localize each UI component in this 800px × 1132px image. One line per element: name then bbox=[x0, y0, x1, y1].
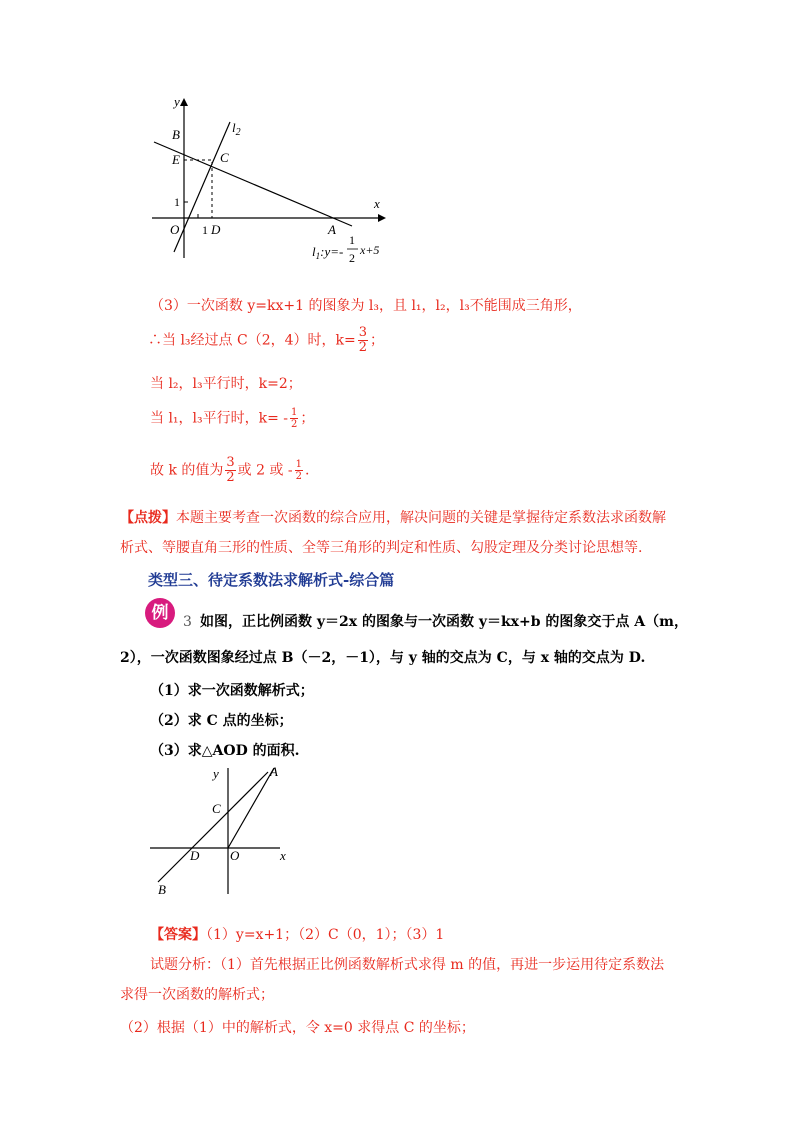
part3-line3: 当 l₂，l₃平行时，k=2； bbox=[150, 376, 302, 392]
label-E: E bbox=[172, 152, 180, 167]
example-number: 3 bbox=[183, 614, 192, 630]
line-OA bbox=[228, 768, 274, 848]
example-q3: （3）求△AOD 的面积. bbox=[150, 743, 300, 759]
line-BA bbox=[158, 772, 268, 882]
example-q2: （2）求 C 点的坐标； bbox=[150, 713, 293, 729]
part3-line2: ∴当 l₃经过点 C（2，4）时，k= $\frac{3}{2}$ ； bbox=[148, 325, 385, 355]
figure-2 bbox=[140, 760, 300, 900]
part3-line1: （3）一次函数 y=kx+1 的图象为 l₃，且 l₁，l₂，l₃不能围成三角形， bbox=[150, 298, 582, 314]
label-O: O bbox=[230, 848, 240, 863]
example-badge-icon: 例 bbox=[145, 598, 175, 628]
analysis-line1: 试题分析：（1）首先根据正比例函数解析式求得 m 的值，再进一步运用待定系数法 bbox=[150, 957, 665, 973]
label-l1-frac-num: 1 bbox=[349, 233, 355, 247]
figure-1 bbox=[140, 92, 400, 270]
label-D: D bbox=[211, 222, 221, 237]
label-l1-equation: $l_1:y=-$ bbox=[312, 244, 344, 261]
label-l1-tail: x+5 bbox=[360, 243, 380, 257]
label-C: C bbox=[212, 801, 221, 816]
part3-line5: 故 k 的值为 $\frac{3}{2}$ 或 2 或 - $\frac{1}{2}$ . bbox=[150, 455, 310, 485]
label-D: D bbox=[190, 848, 200, 863]
label-x: x bbox=[280, 848, 286, 863]
example-line1: 如图，正比例函数 y＝2x 的图象与一次函数 y＝kx+b 的图象交于点 A（m， bbox=[200, 614, 688, 630]
tip-line1: 【点拨】本题主要考查一次函数的综合应用，解决问题的关键是掌握待定系数法求函数解 bbox=[120, 510, 666, 526]
example-q1: （1）求一次函数解析式； bbox=[150, 683, 314, 699]
label-1y: 1 bbox=[174, 195, 180, 209]
label-y: y bbox=[174, 94, 180, 109]
x-axis-arrow bbox=[378, 214, 386, 222]
label-l1-frac-den: 2 bbox=[349, 251, 355, 265]
section-title: 类型三、待定系数法求解析式-综合篇 bbox=[148, 571, 395, 589]
label-y: y bbox=[213, 766, 219, 781]
label-A: A bbox=[328, 222, 336, 237]
label-B: B bbox=[172, 127, 180, 142]
example-line2: 2），一次函数图象经过点 B（－2，－1），与 y 轴的交点为 C，与 x 轴的交点为 D. bbox=[120, 650, 646, 666]
label-1x: 1 bbox=[202, 223, 208, 237]
y-axis-arrow bbox=[180, 98, 188, 106]
label-C: C bbox=[220, 150, 229, 165]
analysis-line2: 求得一次函数的解析式； bbox=[120, 987, 274, 1003]
label-A: A bbox=[270, 764, 278, 779]
analysis-line3: （2）根据（1）中的解析式，令 x=0 求得点 C 的坐标； bbox=[120, 1020, 475, 1036]
label-l2: $l_2$ bbox=[232, 120, 241, 138]
answer-label: 【答案】 bbox=[150, 927, 206, 943]
tip-line2: 析式、等腰直角三形的性质、全等三角形的判定和性质、勾股定理及分类讨论思想等. bbox=[120, 540, 643, 556]
part3-line4: 当 l₁，l₃平行时，k= - $\frac{1}{2}$ ； bbox=[150, 407, 315, 430]
answer-line: 【答案】（1）y=x+1；（2）C（0，1）；（3）1 bbox=[150, 927, 445, 943]
label-O: O bbox=[170, 222, 180, 237]
label-B: B bbox=[158, 882, 166, 897]
tip-label: 【点拨】 bbox=[120, 510, 176, 526]
label-x: x bbox=[374, 196, 380, 211]
